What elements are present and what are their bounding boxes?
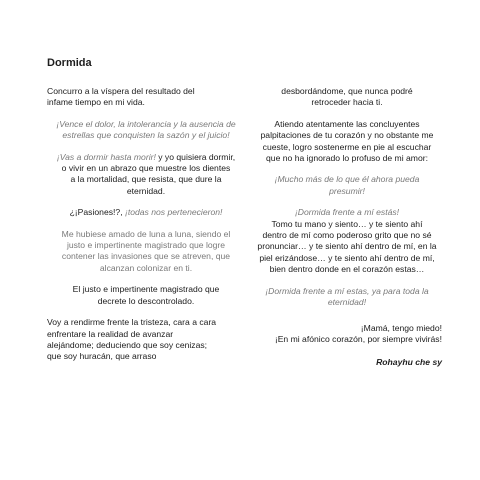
verse-text: eternidad. bbox=[126, 185, 166, 196]
italic-phrase: ¡Dormida frente a mí estás! bbox=[294, 207, 400, 218]
left-column bbox=[47, 86, 245, 373]
verse-line bbox=[252, 207, 442, 218]
verse-line: ¡En mi afónico corazón, por siempre vivirás! bbox=[274, 333, 442, 344]
verse-line: alejándome; deduciendo que soy cenizas; bbox=[47, 339, 208, 350]
italic-phrase: ¡todas nos pertenecieron! bbox=[124, 207, 223, 218]
left-stanza bbox=[47, 86, 245, 109]
left-stanza bbox=[47, 317, 245, 363]
verse-line: que soy huracán, que arraso bbox=[47, 351, 157, 362]
verse-line bbox=[252, 253, 442, 264]
poem-title: Dormida bbox=[47, 57, 92, 69]
right-stanza bbox=[252, 286, 442, 309]
right-stanza bbox=[252, 86, 442, 109]
verse-line bbox=[47, 207, 245, 218]
verse-line bbox=[47, 174, 245, 185]
verse-line: Atiendo atentamente las concluyentes bbox=[274, 118, 420, 129]
verse-line: alcanzan colonizar en ti. bbox=[99, 262, 193, 273]
verse-text: ¿¡Pasiones!?, bbox=[69, 207, 125, 218]
verse-line: retroceder hacia ti. bbox=[311, 97, 383, 108]
verse-text: dentro de mí como poderoso grito que no sé bbox=[262, 230, 432, 241]
left-stanza bbox=[47, 284, 245, 307]
verse-line: justo e impertinente magistrado que logre bbox=[66, 240, 226, 251]
verse-line: Concurro a la víspera del resultado del bbox=[47, 86, 195, 96]
verse-line bbox=[252, 264, 442, 275]
verse-line: Me hubiese amado de luna a luna, siendo el bbox=[61, 228, 231, 239]
right-stanza bbox=[252, 323, 442, 346]
verse-line bbox=[252, 219, 442, 230]
verse-line bbox=[252, 241, 442, 252]
verse-line bbox=[47, 163, 245, 174]
verse-text: a la mortalidad, que resista, que dure la bbox=[70, 174, 222, 185]
right-stanza bbox=[252, 174, 442, 197]
verse-line: desbordándome, que nunca podré bbox=[281, 86, 413, 96]
verse-line: decrete lo descontrolado. bbox=[97, 295, 195, 306]
left-stanza bbox=[47, 207, 245, 218]
left-stanza bbox=[47, 229, 245, 275]
verse-text: pronunciar… y te siento ahí dentro de mí, en la bbox=[257, 241, 437, 252]
verse-line: ¡Mamá, tengo miedo! bbox=[360, 322, 442, 333]
verse-line: El justo e impertinente magistrado que bbox=[72, 284, 220, 295]
italic-phrase: ¡Vas a dormir hasta morir! bbox=[56, 151, 156, 162]
verse-text: o vivir en un abrazo que muestre los dientes bbox=[61, 163, 231, 174]
verse-line: enfrentare la realidad de avanzar bbox=[47, 328, 174, 339]
verse-line bbox=[252, 230, 442, 241]
verse-line: palpitaciones de tu corazón y no obstante me bbox=[260, 130, 434, 141]
verse-text: y yo quisiera dormir, bbox=[155, 151, 236, 162]
verse-line: infame tiempo en mi vida. bbox=[47, 97, 145, 108]
left-stanza bbox=[47, 119, 245, 142]
right-stanza bbox=[252, 119, 442, 165]
right-column bbox=[252, 86, 442, 369]
verse-line: Voy a rendirme frente la tristeza, cara a cara bbox=[47, 317, 217, 328]
verse-line bbox=[47, 186, 245, 197]
verse-line: ¡Dormida frente a mí estas, ya para toda la bbox=[265, 285, 429, 296]
verse-line: eternidad! bbox=[327, 297, 367, 308]
verse-line: estrellas que conquisten la sazón y el juicio! bbox=[62, 130, 230, 141]
right-stanza bbox=[252, 207, 442, 275]
verse-line bbox=[47, 152, 245, 163]
verse-text: bien dentro donde en el corazón estas… bbox=[269, 264, 425, 275]
left-stanza bbox=[47, 152, 245, 198]
verse-line: cueste, logro sostenerme en pie al escuchar bbox=[262, 141, 432, 152]
verse-line: ¡Mucho más de lo que él ahora pueda bbox=[274, 174, 420, 185]
verse-text: Tomo tu mano y siento… y te siento ahí bbox=[271, 218, 423, 229]
verse-line: presumir! bbox=[329, 185, 365, 196]
verse-line: que no ha ignorado lo profuso de mi amor: bbox=[266, 153, 428, 164]
verse-text: piel erizándose… y te siento ahí dentro de mí, bbox=[259, 252, 435, 263]
verse-line: ¡Vence el dolor, la intolerancia y la ausencia de bbox=[56, 118, 236, 129]
verse-line: contener las invasiones que se atreven, que bbox=[61, 251, 231, 262]
author-signature: Rohayhu che sy bbox=[376, 357, 442, 368]
